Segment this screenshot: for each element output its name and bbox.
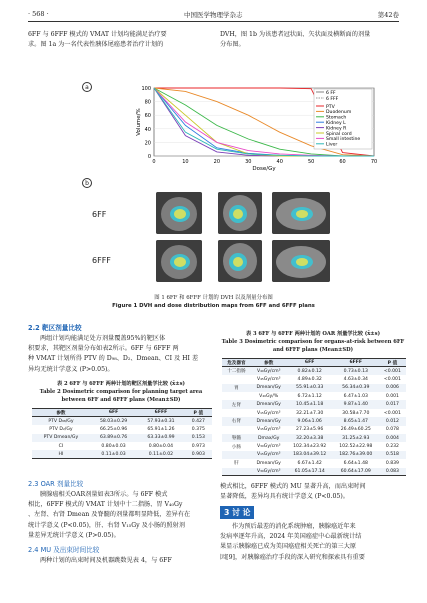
table-cell: 32.21±7.30 bbox=[296, 410, 324, 416]
table-3-header-cell: 危及器官 bbox=[227, 360, 246, 366]
table-2-header-cell: P 值 bbox=[193, 410, 204, 416]
section-2-2-heading: 2.2 靶区剂量比较 bbox=[28, 324, 82, 332]
table-row bbox=[222, 367, 406, 375]
x-tick-label: 10 bbox=[182, 159, 189, 165]
table-row bbox=[222, 426, 406, 434]
table-cell: 0.80±0.04 bbox=[148, 443, 174, 449]
table-cell: 右肾 bbox=[231, 419, 241, 425]
text-line: 统计学意义 (P<0.05)，肝、右肾 V₁₅Gy 及小肠的照射剂 bbox=[28, 521, 185, 529]
table-row bbox=[32, 434, 212, 442]
table-cell: V₄₀Gy/% bbox=[259, 393, 279, 399]
table-3-header-cell: P 值 bbox=[387, 360, 398, 366]
table-3-header-cell: 参数 bbox=[264, 360, 274, 366]
y-tick-label: 0 bbox=[147, 154, 151, 160]
legend-label: Liver bbox=[326, 142, 338, 148]
row-label-6fff: 6FFF bbox=[92, 256, 111, 265]
ct-coronal-6fff bbox=[156, 240, 202, 282]
table-cell: 0.839 bbox=[385, 460, 399, 466]
ct-sagittal-6fff bbox=[218, 240, 262, 282]
table-cell: 胃 bbox=[234, 385, 239, 391]
table-3-title-en-2: and 6FFF plans (Mean±SD) bbox=[272, 347, 354, 353]
table-cell: 60.64±17.09 bbox=[340, 469, 371, 475]
text-line: 分布图。 bbox=[220, 41, 245, 49]
table-cell: 小肠 bbox=[231, 444, 241, 450]
table-row bbox=[222, 375, 406, 383]
table-2-caption bbox=[28, 380, 214, 404]
table-cell bbox=[222, 468, 251, 476]
text-line: 果显示胰腺癌已成为美国癌症相关死亡的第三大原 bbox=[220, 543, 357, 551]
table-cell: 32.20±3.38 bbox=[296, 435, 324, 441]
table-2-title-en-1: Table 2 Dosimetric comparison for planning target area bbox=[39, 389, 203, 395]
table-cell: 0.017 bbox=[385, 402, 399, 408]
section-3-paragraph bbox=[220, 522, 406, 563]
figure-caption-en: Figure 1 DVH and dose distribution maps from 6FF and 6FFF plans bbox=[112, 303, 315, 309]
journal-name: 中国医学物理学杂志 bbox=[183, 11, 243, 19]
x-tick-label: 30 bbox=[245, 159, 252, 165]
running-header bbox=[28, 10, 399, 22]
section-2-4-heading: 2.4 MU 及出束时间比较 bbox=[28, 546, 100, 554]
table-cell: 0.232 bbox=[385, 444, 399, 450]
figure-1 bbox=[82, 80, 382, 288]
table-cell: Dmean/Gy bbox=[256, 402, 281, 408]
x-tick-label: 0 bbox=[152, 159, 156, 165]
table-cell: 肝 bbox=[234, 461, 239, 467]
y-tick-label: 60 bbox=[144, 113, 151, 120]
table-cell: 脊髓 bbox=[231, 436, 241, 442]
dvh-chart bbox=[82, 80, 382, 172]
table-cell: 58.03±0.29 bbox=[99, 418, 128, 424]
section-2-3-heading: 2.3 OAR 剂量比较 bbox=[28, 480, 84, 488]
x-tick-label: 50 bbox=[307, 159, 315, 165]
table-cell: 56.34±0.39 bbox=[342, 385, 370, 391]
table-cell: 0.078 bbox=[385, 427, 399, 433]
table-cell: 0.518 bbox=[385, 452, 399, 458]
table-cell: PTV D₂/Gy bbox=[49, 426, 73, 432]
table-cell: 6.72±1.12 bbox=[297, 393, 322, 399]
table-3-caption bbox=[220, 330, 406, 354]
table-cell: 9.87±1.40 bbox=[343, 402, 368, 408]
table-cell: <0.001 bbox=[383, 368, 401, 374]
text-line: 发病率逐年升高，2024 年美国癌症中心最新统计结 bbox=[220, 533, 362, 541]
table-cell: V₁₅Gy/cm³ bbox=[256, 452, 281, 458]
table-cell bbox=[222, 426, 251, 434]
legend-label: Kidney R bbox=[326, 126, 347, 132]
table-cell: 63.33±0.99 bbox=[147, 435, 175, 441]
table-cell: 0.153 bbox=[191, 435, 205, 441]
table-cell: PTV D₉₈/Gy bbox=[48, 418, 74, 424]
table-cell: 55.91±0.33 bbox=[296, 385, 324, 391]
table-cell: 57.93±0.31 bbox=[147, 418, 175, 424]
text-line: 模式相比，6FFF 模式的 MU 显著升高，而出束时间 bbox=[220, 483, 366, 490]
legend-label: Kidney L bbox=[326, 121, 346, 126]
table-cell: 66.25±0.96 bbox=[99, 426, 128, 432]
table-cell: 0.973 bbox=[191, 443, 205, 449]
volume-number: 第42卷 bbox=[377, 11, 399, 19]
text-line: 胰腺癌相关OAR剂量如表3所示。与 6FF 模式 bbox=[40, 491, 168, 498]
table-cell: 0.82±0.12 bbox=[297, 368, 322, 374]
ct-sagittal-6ff-image bbox=[218, 192, 262, 234]
table-3-header-row bbox=[222, 359, 406, 367]
table-cell: 0.006 bbox=[385, 385, 399, 391]
table-row bbox=[222, 392, 406, 400]
table-cell bbox=[222, 375, 251, 383]
table-cell: <0.001 bbox=[383, 410, 401, 416]
table-2-header-cell: 参数 bbox=[56, 410, 66, 416]
legend-label: Spinal cord bbox=[326, 131, 352, 137]
legend-label: Duodenum bbox=[326, 110, 352, 116]
table-cell: 0.11±0.03 bbox=[101, 451, 126, 457]
table-cell: Dmean/Gy bbox=[256, 460, 281, 466]
table-cell: 63.89±0.76 bbox=[99, 435, 128, 441]
y-tick-label: 80 bbox=[144, 99, 151, 106]
table-cell bbox=[222, 392, 251, 400]
table-cell: 6.47±1.03 bbox=[343, 393, 368, 399]
table-2-header-cell: 6FF bbox=[108, 410, 119, 416]
y-axis-label: Volume/% bbox=[136, 108, 142, 136]
figure-caption-cn: 图 1 6FF 和 6FFF 计划的 DVH 以及剂量分布图 bbox=[154, 295, 273, 301]
table-cell: 左肾 bbox=[231, 402, 241, 408]
table-2 bbox=[32, 408, 212, 459]
table-cell: 102.52±22.98 bbox=[339, 444, 373, 450]
table-row bbox=[222, 434, 406, 442]
table-cell: 0.11±0.02 bbox=[148, 451, 174, 457]
ct-sagittal-6fff-image bbox=[218, 240, 262, 282]
table-row bbox=[32, 417, 212, 425]
table-row bbox=[32, 425, 212, 433]
table-cell: V₁₅Gy/cm³ bbox=[256, 427, 281, 433]
x-tick-label: 40 bbox=[276, 159, 283, 165]
table-cell: 27.23±5.96 bbox=[296, 427, 324, 433]
table-cell: 26.49±60.25 bbox=[340, 427, 371, 433]
figure-1-caption bbox=[28, 294, 399, 310]
panel-label-b: b bbox=[82, 178, 92, 188]
table-row bbox=[222, 409, 406, 417]
x-axis-label: Dose/Gy bbox=[252, 166, 276, 172]
legend-label: 6 FF bbox=[326, 91, 336, 96]
table-cell: 0.012 bbox=[385, 418, 399, 424]
row-label-6ff: 6FF bbox=[92, 210, 107, 219]
table-cell: 8.65±1.47 bbox=[343, 418, 368, 424]
text-line: 两组计划均能满足处方剂量覆盖95%的靶区体 bbox=[40, 335, 166, 342]
text-line: 种 VMAT 计划所得 PTV 的 D₉₈、D₂、Dmean、CI 及 HI 差 bbox=[28, 355, 199, 363]
table-cell: 61.05±17.14 bbox=[294, 469, 325, 475]
page-number: · 568 · bbox=[28, 10, 49, 18]
table-cell: HI bbox=[58, 451, 64, 457]
x-tick-label: 70 bbox=[370, 159, 378, 165]
text-line: 显著降低，差异均具有统计学意义 (P<0.05)。 bbox=[220, 493, 349, 501]
table-cell: V₁₅Gy/cm³ bbox=[256, 410, 281, 416]
table-3-title-cn: 表 3 6FF 与 6FFF 两种计划的 OAR 剂量学比较 (x̄±s) bbox=[245, 331, 381, 337]
ct-sagittal-6ff bbox=[218, 192, 262, 234]
ct-coronal-6fff-image bbox=[156, 240, 202, 282]
table-cell: 0.80±0.03 bbox=[101, 443, 126, 449]
text-line: 求。图 1a 为一名代表性胰体尾癌患者治疗计划的 bbox=[28, 41, 164, 49]
panel-label-a: a bbox=[82, 82, 92, 92]
ct-axial-6fff-image bbox=[272, 240, 330, 282]
table-3-header-cell: 6FFF bbox=[349, 360, 363, 366]
ct-axial-6ff-image bbox=[272, 192, 330, 234]
table-cell: 0.004 bbox=[385, 435, 399, 441]
text-line: 相比，6FFF 模式的 VMAT 计划中十二指肠、胃 V₄₀Gy bbox=[28, 501, 183, 509]
text-line: 量差异无统计学意义 (P>0.05)。 bbox=[28, 531, 120, 539]
ct-coronal-6ff bbox=[156, 192, 202, 234]
table-cell: 65.91±1.26 bbox=[147, 426, 175, 432]
table-cell: 4.63±0.34 bbox=[343, 376, 368, 382]
table-cell: 0.903 bbox=[191, 451, 205, 457]
y-tick-label: 100 bbox=[141, 86, 151, 92]
table-cell: 30.58±7.70 bbox=[342, 410, 370, 416]
ct-axial-6fff bbox=[272, 240, 330, 282]
table-cell: Dmax/Gy bbox=[258, 435, 280, 441]
table-cell: Dmean/Gy bbox=[256, 385, 281, 391]
table-cell: 182.76±39.00 bbox=[339, 452, 373, 458]
table-row bbox=[222, 417, 406, 425]
table-row bbox=[222, 400, 406, 408]
table-row bbox=[222, 468, 406, 476]
table-cell: 0.083 bbox=[385, 469, 399, 475]
table-row bbox=[222, 384, 406, 392]
table-cell: 183.04±39.12 bbox=[293, 452, 327, 458]
table-3-header-cell: 6FF bbox=[304, 360, 315, 366]
text-line: 6FF 与 6FFF 模式的 VMAT 计划均能满足治疗要 bbox=[28, 31, 167, 38]
table-2-title-cn: 表 2 6FF 与 6FFF 两种计划的靶区剂量学比较 (x̄±s) bbox=[57, 381, 185, 387]
table-cell: 0.375 bbox=[191, 426, 205, 432]
legend-label: Stomach bbox=[326, 115, 347, 121]
table-cell: <0.001 bbox=[383, 376, 401, 382]
table-row bbox=[222, 442, 406, 450]
table-cell: 9.06±1.06 bbox=[297, 418, 322, 424]
table-cell bbox=[222, 451, 251, 459]
table-row bbox=[222, 459, 406, 467]
table-cell: CI bbox=[58, 443, 64, 449]
section-3-heading: 3 讨 论 bbox=[220, 506, 254, 519]
text-line: 两种计划的出束时间及机器跳数见表 4，与 6FF bbox=[40, 557, 172, 564]
table-2-header-cell: 6FFF bbox=[154, 410, 168, 416]
table-cell: PTV Dmean/Gy bbox=[43, 435, 79, 441]
x-tick-label: 60 bbox=[339, 159, 346, 165]
table-3-title-en-1: Table 3 Dosimetric comparison for organs-at-risk between 6FF bbox=[221, 339, 405, 345]
text-line: 、左肾、右肾 Dmean 及脊髓的剂量都明显降低，差异有在 bbox=[28, 511, 191, 519]
table-cell: 102.34±23.92 bbox=[293, 444, 327, 450]
table-cell: 6.67±1.42 bbox=[297, 460, 322, 466]
text-line: DVH，图 1b 为该患者冠状面、矢状面及横断面的剂量 bbox=[220, 31, 371, 38]
intro-left-paragraph bbox=[28, 30, 214, 50]
table-cell: V₄₀Gy/cm³ bbox=[256, 368, 281, 374]
section-2-2-paragraph bbox=[28, 334, 214, 375]
legend-label: PTV bbox=[326, 104, 335, 110]
table-cell: 0.427 bbox=[191, 418, 205, 424]
legend-label: 6 FFF bbox=[326, 97, 339, 102]
table-cell: 10.45±1.18 bbox=[296, 402, 324, 408]
ct-coronal-6ff-image bbox=[156, 192, 202, 234]
table-row bbox=[222, 451, 406, 459]
table-cell: 0.001 bbox=[385, 393, 399, 399]
table-row bbox=[32, 442, 212, 450]
intro-right-paragraph bbox=[220, 30, 406, 50]
table-cell: 十二指肠 bbox=[227, 369, 246, 375]
table-cell: 31.25±2.93 bbox=[342, 435, 370, 441]
table-row bbox=[32, 450, 212, 458]
text-line: 积要求，其靶区剂量分布如表2所示。6FF 与 6FFF 两 bbox=[28, 345, 179, 353]
ct-axial-6ff bbox=[272, 192, 330, 234]
y-tick-label: 20 bbox=[144, 140, 151, 147]
table-2-header-row bbox=[32, 409, 212, 417]
table-cell: Dmean/Gy bbox=[256, 418, 281, 424]
table-cell: V₃₀Gy/cm³ bbox=[256, 444, 281, 450]
x-tick-label: 20 bbox=[213, 159, 221, 165]
right-continuation-paragraph bbox=[220, 482, 406, 502]
text-line: 因[9]，对胰腺癌治疗手段的深入研究和探索具有重要 bbox=[220, 553, 365, 561]
table-cell: 6.64±1.48 bbox=[343, 460, 368, 466]
table-cell: V₃₀Gy/cm³ bbox=[256, 469, 281, 475]
table-2-title-en-2: between 6FF and 6FFF plans (Mean±SD) bbox=[61, 397, 181, 403]
table-cell: 4.89±0.32 bbox=[297, 376, 322, 382]
text-line: 异均无统计学意义 (P>0.05)。 bbox=[28, 365, 114, 373]
section-2-4-paragraph bbox=[28, 556, 214, 566]
table-cell: 0.73±0.13 bbox=[343, 368, 368, 374]
section-2-3-paragraph bbox=[28, 490, 214, 541]
table-3 bbox=[222, 358, 406, 476]
y-tick-label: 40 bbox=[144, 126, 151, 133]
legend-label: Small intestine bbox=[326, 137, 361, 143]
table-cell: V₄₅Gy/cm³ bbox=[256, 376, 281, 382]
table-cell bbox=[222, 409, 251, 417]
text-line: 作为预后最差的消化系统肿瘤，胰腺癌近年来 bbox=[232, 523, 356, 530]
